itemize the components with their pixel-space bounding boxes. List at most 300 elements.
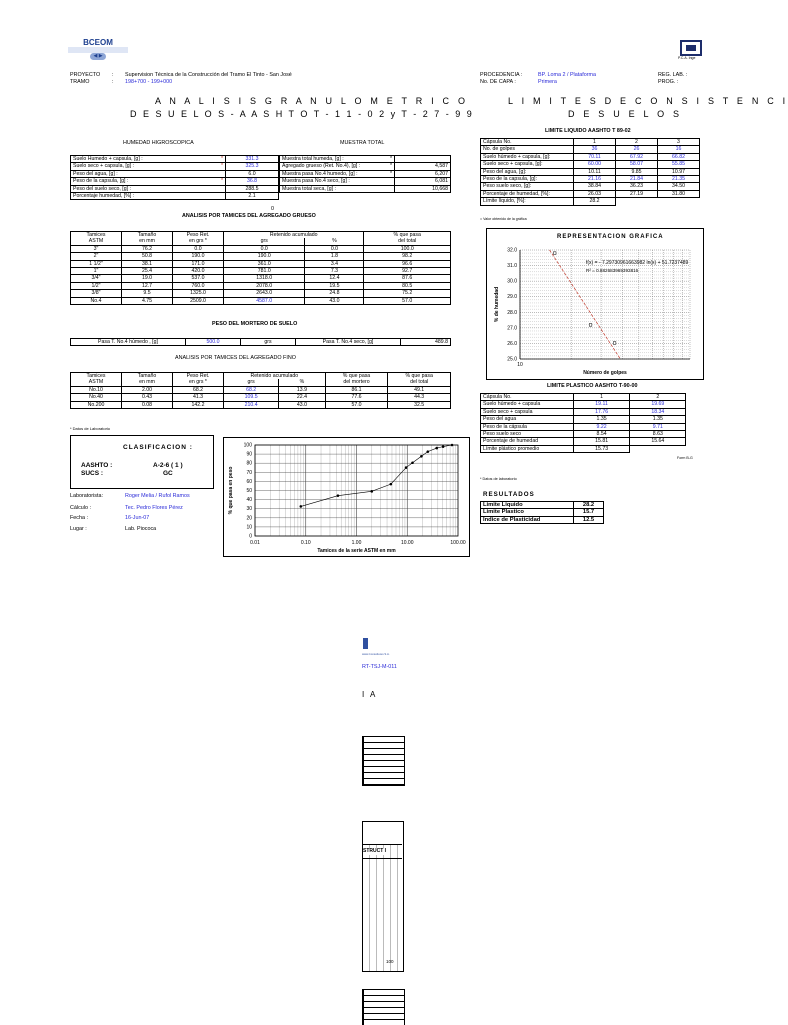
header-cell: % que pasa <box>325 373 388 380</box>
humedad-value: 288.5 <box>226 185 279 192</box>
fino-cell: 43.0 <box>279 401 325 408</box>
resultados-title: RESULTADOS <box>483 491 535 498</box>
proyecto-value: Supervision Técnica de la Construcción del Tramo El Tinto - San José <box>125 72 292 78</box>
humedad-value: 331.3 <box>226 156 279 163</box>
rep-grafica-title: REPRESENTACION GRAFICA <box>557 234 664 240</box>
grueso-cell: 361.0 <box>224 260 305 267</box>
y-tick-label: 100 <box>243 442 252 449</box>
humedad-row <box>71 170 279 177</box>
lp-row <box>481 416 701 423</box>
grueso-cell: 80.5 <box>364 282 451 289</box>
grueso-row <box>71 245 451 252</box>
humedad-label: Suelo Humedo + capsula, [g] : <box>71 156 216 163</box>
grueso-cell: 1/2" <box>71 282 122 289</box>
grueso-cell: 75.2 <box>364 290 451 297</box>
grueso-row <box>71 297 451 304</box>
ll-label: Porcentaje de humedad, [%]: <box>481 190 574 197</box>
y-tick-label: 27.0 <box>507 325 517 332</box>
grueso-cell: 9.5 <box>122 290 173 297</box>
ll-value: 58.07 <box>616 161 658 168</box>
lp-label: Suelo seco + capsula <box>481 408 574 415</box>
fino-cell: 32.5 <box>388 401 451 408</box>
y-tick-label: 30.0 <box>507 278 517 285</box>
humedad-mark <box>215 185 226 192</box>
fino-table <box>70 372 451 409</box>
resultado-value: 15.7 <box>574 509 604 516</box>
mortero-label-humedo: Pasa T. No.4 húmedo , [g] <box>71 339 186 346</box>
grueso-cell: 781.0 <box>224 268 305 275</box>
lp-value: 15.64 <box>630 438 686 445</box>
y-tick-label: 40 <box>246 497 252 504</box>
humedad-mark <box>215 170 226 177</box>
ll-value: 10.97 <box>658 168 700 175</box>
ll-value: 1 <box>574 139 616 146</box>
mini-logo-text: www.Consultores S.A. <box>362 652 390 656</box>
data-point <box>442 445 445 448</box>
mortero-title: PESO DEL MORTERO DE SUELO <box>212 321 298 327</box>
ll-label: Suelo húmedo + capsula, [g]: <box>481 153 574 160</box>
fino-cell: No.40 <box>71 394 122 401</box>
resultados-table <box>480 501 604 524</box>
data-point <box>390 483 393 486</box>
tramo-value: 198+700 - 199+000 <box>125 79 173 85</box>
muestra-value: 10,668 <box>395 185 451 192</box>
grueso-cell: 12.7 <box>122 282 173 289</box>
grueso-header-row <box>71 232 451 239</box>
resultado-label: Indice de Plasticidad <box>481 516 574 523</box>
fino-cell: No.10 <box>71 386 122 393</box>
bceom-logo-text: BCEOM <box>83 38 113 47</box>
muestra-label: Muestra total seca, [g] : <box>280 185 385 192</box>
fragment-chart <box>362 821 404 972</box>
y-tick-label: 25.0 <box>507 356 517 363</box>
ll-title: LIMITE LIQUIDO AASHTO T 89-02 <box>545 128 631 134</box>
y-tick-label: 80 <box>246 460 252 467</box>
ll-row <box>481 146 700 153</box>
grueso-cell: 0.0 <box>224 245 305 252</box>
fecha-value: 16-Jun-07 <box>125 515 150 521</box>
resultado-label: Limite Liquido <box>481 502 574 509</box>
ll-row <box>481 168 700 175</box>
ll-value: 27.19 <box>616 190 658 197</box>
muestra-total-table <box>279 155 451 193</box>
grueso-cell: 2509.0 <box>173 297 224 304</box>
y-axis-label: % que pasa en peso <box>228 466 234 515</box>
header-cell: en mm <box>122 238 173 245</box>
lp-label: Peso de la cápsula <box>481 423 574 430</box>
x-tick-label: 100.00 <box>450 540 466 546</box>
grueso-cell: 25.4 <box>122 268 173 275</box>
fecha-label: Fecha : <box>70 515 88 521</box>
pca-logo-caption: P.C.A. Inge <box>678 56 696 60</box>
muestra-value: 6,081 <box>395 178 451 185</box>
humedad-label: Porcentaje humedad, [%] : <box>71 193 216 200</box>
mini-logo-icon <box>362 637 370 651</box>
humedad-table <box>70 155 279 200</box>
laboratorista-label: Laboratorista: <box>70 493 103 499</box>
grueso-cell: 57.0 <box>364 297 451 304</box>
lp-value: 19.69 <box>630 401 686 408</box>
data-point <box>589 324 592 327</box>
ll-chart <box>486 228 702 378</box>
fino-row <box>71 401 451 408</box>
resultado-row <box>481 502 604 509</box>
grueso-cell: 0.0 <box>173 245 224 252</box>
humedad-label: Peso del suelo seco, [g] : <box>71 185 216 192</box>
grueso-header-row <box>71 238 451 245</box>
header-cell: Tamaño <box>122 232 173 239</box>
header-cell: Tamices <box>71 232 122 239</box>
humedad-row <box>71 163 279 170</box>
muestra-total-title: MUESTRA TOTAL <box>340 140 385 146</box>
muestra-mark: * <box>384 163 395 170</box>
lp-value: 17.76 <box>574 408 630 415</box>
ll-row <box>481 161 700 168</box>
fragment-table-1 <box>362 736 405 786</box>
ia-fragment: I A <box>362 690 378 699</box>
fino-cell: 210.4 <box>224 401 279 408</box>
header-cell: ASTM <box>71 379 122 386</box>
grueso-cell: 24.8 <box>305 290 364 297</box>
empty-cell <box>686 408 700 415</box>
grueso-cell: 3" <box>71 245 122 252</box>
grueso-cell: 7.3 <box>305 268 364 275</box>
header-cell: grs <box>224 238 305 245</box>
data-point <box>405 466 408 469</box>
muestra-mark <box>384 178 395 185</box>
grueso-cell: 38.1 <box>122 260 173 267</box>
resultado-value: 28.2 <box>574 502 604 509</box>
grueso-cell: 92.7 <box>364 268 451 275</box>
data-point <box>370 490 373 493</box>
grueso-cell: 3.4 <box>305 260 364 267</box>
grueso-cell: 3/8" <box>71 290 122 297</box>
grueso-cell: 0.0 <box>305 245 364 252</box>
grueso-cell: 1318.0 <box>224 275 305 282</box>
fino-cell: 86.1 <box>325 386 388 393</box>
grueso-cell: 171.0 <box>173 260 224 267</box>
x-tick-label: 0.01 <box>250 540 260 546</box>
ll-value: 21.16 <box>574 176 616 183</box>
humedad-row <box>71 156 279 163</box>
capa-label: No. DE CAPA : <box>480 79 516 85</box>
muestra-value <box>395 156 451 163</box>
y-axis-label: % de humedad <box>494 286 500 323</box>
grueso-cell: 4587.0 <box>224 297 305 304</box>
pca-logo <box>680 40 702 60</box>
ll-note: = Valor obtenido de la gráfica <box>480 217 527 221</box>
capa-value: Primera <box>538 79 557 85</box>
humedad-value: 325.3 <box>226 163 279 170</box>
lp-value: 8.63 <box>630 431 686 438</box>
empty-cell <box>686 423 700 430</box>
humedad-title: HUMEDAD HIGROSCOPICA <box>123 140 194 146</box>
ll-row <box>481 190 700 197</box>
muestra-total-row <box>280 178 451 185</box>
grueso-row <box>71 290 451 297</box>
colon: : <box>112 72 114 78</box>
grueso-cell: 2078.0 <box>224 282 305 289</box>
ll-label: Suelo seco + capsula, [g]: <box>481 161 574 168</box>
y-tick-label: 10 <box>246 524 252 531</box>
lp-row <box>481 408 701 415</box>
limites-subtitle: D E S U E L O S <box>568 109 683 119</box>
limites-title: L I M I T E S D E C O N S I S T E N C I <box>508 96 788 106</box>
header-cell: Tamices <box>71 373 122 380</box>
muestra-label: Muestra pasa No.4 seco, [g] : <box>280 178 385 185</box>
muestra-label: Agregado grueso (Ret. No.4), [g] : <box>280 163 385 170</box>
aashto-label: AASHTO : <box>81 462 113 469</box>
lp-value: 1.35 <box>630 416 686 423</box>
ll-value: 10.11 <box>574 168 616 175</box>
grueso-cell: 43.0 <box>305 297 364 304</box>
y-tick-label: 70 <box>246 469 252 476</box>
y-tick-label: 28.0 <box>507 309 517 316</box>
humedad-label: Peso de la capsula, [g] : <box>71 178 216 185</box>
y-tick-label: 20 <box>246 515 252 522</box>
lp-row <box>481 394 701 401</box>
humedad-value: 2.1 <box>226 193 279 200</box>
header-cell: % que pasa <box>388 373 451 380</box>
header-cell: Peso Ret. <box>173 373 224 380</box>
resultado-label: Limite Plastico <box>481 509 574 516</box>
grueso-cell: 3/4" <box>71 275 122 282</box>
ll-table <box>480 138 700 206</box>
humedad-label: Peso del agua, [g] : <box>71 170 216 177</box>
data-point <box>411 461 414 464</box>
empty-cell <box>616 198 700 205</box>
muestra-total-row <box>280 185 451 192</box>
y-tick-label: 50 <box>246 488 252 494</box>
ll-value: 9.85 <box>616 168 658 175</box>
grueso-title: ANALISIS POR TAMICES DEL AGREGADO GRUESO <box>182 213 316 219</box>
ll-value: 26 <box>616 146 658 153</box>
lp-value: 19.11 <box>574 401 630 408</box>
footnote: * Datos de Laboratorio <box>70 426 111 431</box>
ll-result-value: 28.2 <box>574 198 616 205</box>
lp-value: 15.81 <box>574 438 630 445</box>
muestra-label: Muestra total humeda, [g] : <box>280 156 385 163</box>
form-ref: Form B-G <box>677 456 693 460</box>
ll-label: Peso del agua, [g]: <box>481 168 574 175</box>
colon: : <box>112 79 114 85</box>
header-cell: Tamaño <box>122 373 173 380</box>
fino-row <box>71 386 451 393</box>
ll-label: Cápsula No. <box>481 139 574 146</box>
fino-cell: 77.6 <box>325 394 388 401</box>
empty-cell <box>686 401 700 408</box>
x-axis-label: Tamices de la serie ASTM en mm <box>317 548 396 554</box>
grueso-cell: 1 1/2" <box>71 260 122 267</box>
reg-lab-label: REG. LAB. : <box>658 72 688 78</box>
fino-cell: 68.2 <box>173 386 224 393</box>
fino-title: ANALISIS POR TAMICES DEL AGREGADO FINO <box>175 355 296 361</box>
lp-value: 2 <box>630 394 686 401</box>
empty-cell <box>686 438 700 445</box>
lp-label: Peso suelo seco <box>481 431 574 438</box>
muestra-mark <box>384 185 395 192</box>
x-tick-label: 10 <box>517 362 523 368</box>
lp-value: 1 <box>574 394 630 401</box>
humedad-row <box>71 185 279 192</box>
y-tick-label: 29.0 <box>507 294 517 301</box>
grueso-row <box>71 253 451 260</box>
header-cell: Peso Ret. <box>173 232 224 239</box>
grueso-cell: 12.4 <box>305 275 364 282</box>
header-cell: % que pasa <box>364 232 451 239</box>
fino-row <box>71 394 451 401</box>
grueso-cell: 2" <box>71 253 122 260</box>
lp-value: 9.71 <box>630 423 686 430</box>
lp-label: Porcentaje de humedad <box>481 438 574 445</box>
lp-value: 9.22 <box>574 423 630 430</box>
grueso-cell: 4.75 <box>122 297 173 304</box>
lugar-label: Lugar : <box>70 526 87 532</box>
data-point <box>613 342 616 345</box>
lp-value: 1.35 <box>574 416 630 423</box>
fino-cell: 2.00 <box>122 386 173 393</box>
aashto-value: A-2-6 ( 1 ) <box>153 462 183 469</box>
ll-result-row <box>481 198 700 205</box>
fino-cell: 49.1 <box>388 386 451 393</box>
header-cell: Retenido acumulado <box>224 232 364 239</box>
grueso-cell: 190.0 <box>224 253 305 260</box>
fino-cell: 57.0 <box>325 401 388 408</box>
fino-header-row <box>71 373 451 380</box>
data-point <box>435 447 438 450</box>
grueso-row <box>71 268 451 275</box>
lp-row <box>481 438 701 445</box>
clasificacion-title: CLASIFICACION : <box>123 444 193 451</box>
grueso-table <box>70 231 451 305</box>
lp-title: LIMITE PLASTICO AASHTO T-90-00 <box>547 383 638 389</box>
ll-value: 36 <box>574 146 616 153</box>
humedad-value: 6.0 <box>226 170 279 177</box>
lp-value: 18.34 <box>630 408 686 415</box>
y-tick-label: 60 <box>246 478 252 485</box>
header-cell: del total <box>364 238 451 245</box>
mortero-seco-value: 489.8 <box>401 339 451 346</box>
grueso-cell: 1.8 <box>305 253 364 260</box>
granulometric-subtitle: D E S U E L O S - A A S H T O T - 1 1 - 0 2 y T - 2 7 - 9 9 <box>130 109 474 119</box>
grueso-cell: 760.0 <box>173 282 224 289</box>
resultado-value: 12.5 <box>574 516 604 523</box>
grueso-cell: 100.0 <box>364 245 451 252</box>
doc-code: RT-TSJ-M-011 <box>362 664 397 670</box>
ll-label: Peso de la capsula, [g]: <box>481 176 574 183</box>
header-cell: ASTM <box>71 238 122 245</box>
grueso-cell: 96.6 <box>364 260 451 267</box>
data-point <box>553 252 556 255</box>
empty-cell <box>686 416 700 423</box>
sucs-label: SUCS : <box>81 470 104 477</box>
lp-label: Cápsula No. <box>481 394 574 401</box>
ll-value: 26.03 <box>574 190 616 197</box>
mortero-table <box>70 338 451 346</box>
bceom-logo-arrows: ◀ ▶ <box>90 53 106 60</box>
humedad-value: 36.8 <box>226 178 279 185</box>
procedencia-value: BP. Loma 2 / Plataforma <box>538 72 597 78</box>
header-cell: grs <box>224 379 279 386</box>
lp-row <box>481 431 701 438</box>
empty-cell <box>686 431 700 438</box>
muestra-value: 6,207 <box>395 170 451 177</box>
grueso-cell: 537.0 <box>173 275 224 282</box>
lp-row <box>481 423 701 430</box>
ll-value: 67.92 <box>616 153 658 160</box>
y-tick-label: 32.0 <box>507 247 517 254</box>
fino-cell: 41.3 <box>173 394 224 401</box>
grueso-cell: 1" <box>71 268 122 275</box>
prog-label: PROG. : <box>658 79 679 85</box>
lp-label: Suelo húmedo + capsula <box>481 401 574 408</box>
fino-cell: 13.9 <box>279 386 325 393</box>
x-tick-label: 1.00 <box>351 540 362 546</box>
muestra-mark: * <box>384 170 395 177</box>
sucs-value: GC <box>163 470 173 477</box>
y-tick-label: 30 <box>246 506 252 513</box>
clasificacion-box <box>70 435 214 489</box>
humedad-row <box>71 178 279 185</box>
grueso-cell: 1325.0 <box>173 290 224 297</box>
lp-row <box>481 401 701 408</box>
lugar-value: Lab. Piococa <box>125 526 157 532</box>
ll-row <box>481 176 700 183</box>
data-point <box>300 505 303 508</box>
header-cell: en grs * <box>173 238 224 245</box>
lp-label: Peso del agua <box>481 416 574 423</box>
granulometric-title: A N A L I S I S G R A N U L O M E T R I C O <box>155 96 469 106</box>
bceom-logo <box>68 38 128 64</box>
zero-marker: 0 <box>271 206 274 212</box>
header-cell: Retenido acumulado <box>224 373 326 380</box>
humedad-mark: * <box>215 178 226 185</box>
grueso-row <box>71 282 451 289</box>
empty-cell <box>630 445 700 452</box>
ll-label: Peso suelo seco, [g]: <box>481 183 574 190</box>
ll-row <box>481 183 700 190</box>
ll-row <box>481 153 700 160</box>
fino-cell: 0.08 <box>122 401 173 408</box>
ll-value: 60.00 <box>574 161 616 168</box>
fragment-table-2 <box>362 989 405 1025</box>
fino-cell: No.200 <box>71 401 122 408</box>
header-cell: del mortero <box>325 379 388 386</box>
fino-cell: 44.3 <box>388 394 451 401</box>
resultado-row <box>481 516 604 523</box>
fino-header-row <box>71 379 451 386</box>
lp-result-value: 15.73 <box>574 445 630 452</box>
fragment-chart-text: STRUCT I <box>363 848 387 854</box>
humedad-mark <box>215 193 226 200</box>
humedad-row <box>71 193 279 200</box>
header-cell: en mm <box>122 379 173 386</box>
header-cell: % <box>279 379 325 386</box>
tramo-label: TRAMO <box>70 79 90 85</box>
mortero-humedo-value: 500.0 <box>186 339 241 346</box>
grueso-cell: 19.5 <box>305 282 364 289</box>
humedad-label: Suelo seco + capsula, [g] : <box>71 163 216 170</box>
calculo-value: Tec. Pedro Flores Pérez <box>125 505 183 511</box>
grueso-cell: 420.0 <box>173 268 224 275</box>
fragment-chart-100: 100 <box>386 959 394 964</box>
lp-note: * Datos de laboratorio <box>480 477 517 481</box>
x-tick-label: 10.00 <box>400 540 414 546</box>
header-cell: del total <box>388 379 451 386</box>
pca-logo-icon <box>680 40 702 56</box>
grueso-cell: 190.0 <box>173 253 224 260</box>
lp-result-row <box>481 445 701 452</box>
